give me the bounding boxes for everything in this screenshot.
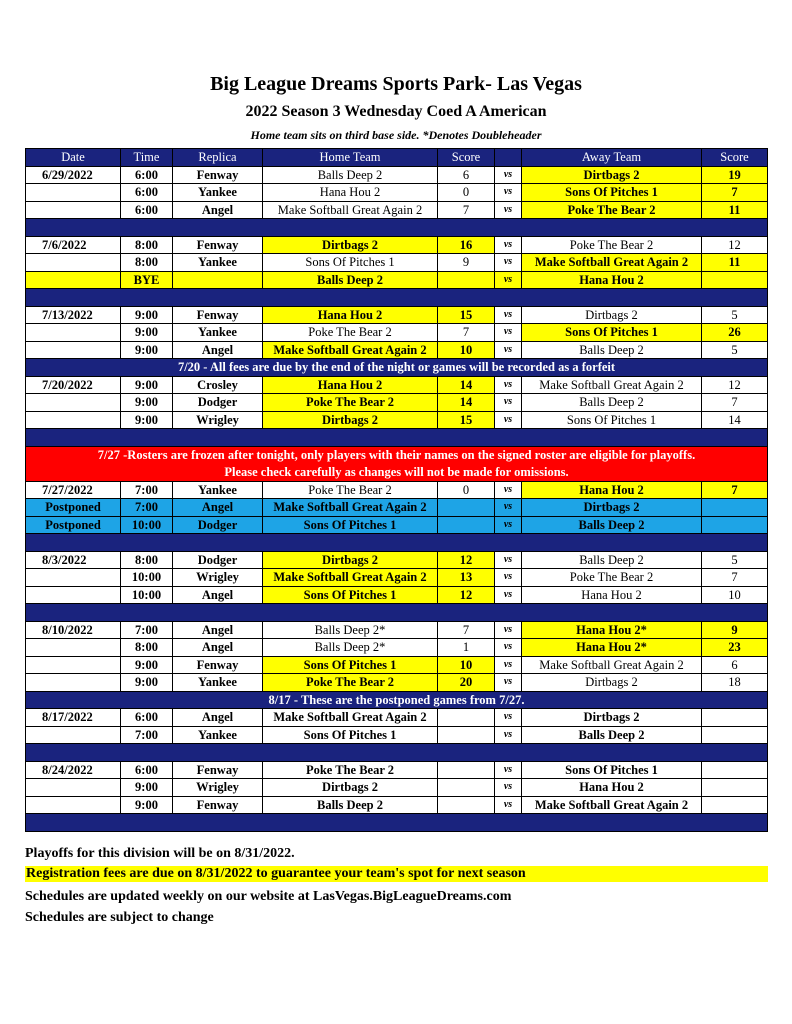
game-row — [26, 411, 768, 429]
away-score: 18 — [702, 674, 768, 692]
away-team: Hana Hou 2 — [522, 586, 702, 604]
game-date: 8/3/2022 — [26, 551, 121, 569]
away-score: 11 — [702, 201, 768, 219]
home-team: Sons Of Pitches 1 — [263, 656, 438, 674]
divider-row — [26, 429, 768, 447]
game-replica: Fenway — [173, 656, 263, 674]
game-replica: Wrigley — [173, 569, 263, 587]
vs-label: vs — [495, 481, 522, 499]
divider-row — [26, 814, 768, 832]
divider-cell — [26, 429, 768, 447]
game-replica: Yankee — [173, 254, 263, 272]
home-team: Poke The Bear 2 — [263, 674, 438, 692]
away-team: Poke The Bear 2 — [522, 236, 702, 254]
away-score — [702, 726, 768, 744]
col-away-team: Away Team — [522, 149, 702, 167]
away-score: 14 — [702, 411, 768, 429]
away-team: Hana Hou 2* — [522, 639, 702, 657]
vs-label: vs — [495, 796, 522, 814]
home-team: Make Softball Great Again 2 — [263, 341, 438, 359]
home-score: 10 — [438, 341, 495, 359]
home-team: Poke The Bear 2 — [263, 761, 438, 779]
game-row — [26, 341, 768, 359]
game-replica: Yankee — [173, 324, 263, 342]
game-replica: Fenway — [173, 306, 263, 324]
game-time: 6:00 — [121, 761, 173, 779]
away-team: Sons Of Pitches 1 — [522, 411, 702, 429]
game-replica: Angel — [173, 586, 263, 604]
game-time: 9:00 — [121, 324, 173, 342]
away-score: 26 — [702, 324, 768, 342]
away-score — [702, 779, 768, 797]
home-score: 9 — [438, 254, 495, 272]
game-replica: Fenway — [173, 796, 263, 814]
game-replica: Fenway — [173, 761, 263, 779]
home-team: Make Softball Great Again 2 — [263, 569, 438, 587]
away-team: Dirtbags 2 — [522, 166, 702, 184]
game-replica: Dodger — [173, 551, 263, 569]
game-date: 7/20/2022 — [26, 376, 121, 394]
game-date — [26, 796, 121, 814]
home-team: Make Softball Great Again 2 — [263, 499, 438, 517]
game-row — [26, 779, 768, 797]
divider-row — [26, 534, 768, 552]
away-team: Make Softball Great Again 2 — [522, 376, 702, 394]
divider-row — [26, 604, 768, 622]
game-time: 6:00 — [121, 201, 173, 219]
divider-cell — [26, 744, 768, 762]
away-score — [702, 271, 768, 289]
away-score: 23 — [702, 639, 768, 657]
col-vs — [495, 149, 522, 167]
away-score: 19 — [702, 166, 768, 184]
game-date: 7/27/2022 — [26, 481, 121, 499]
game-row — [26, 639, 768, 657]
game-date — [26, 201, 121, 219]
game-date — [26, 674, 121, 692]
home-score: 12 — [438, 551, 495, 569]
footer-website: Schedules are updated weekly on our website at LasVegas.BigLeagueDreams.com — [25, 889, 512, 904]
game-time: 6:00 — [121, 166, 173, 184]
game-time: 10:00 — [121, 569, 173, 587]
game-date: Postponed — [26, 516, 121, 534]
game-row — [26, 166, 768, 184]
game-row — [26, 761, 768, 779]
game-time: 7:00 — [121, 726, 173, 744]
home-team: Make Softball Great Again 2 — [263, 709, 438, 727]
schedule-body — [26, 166, 768, 831]
away-score: 5 — [702, 341, 768, 359]
game-row — [26, 324, 768, 342]
game-row — [26, 726, 768, 744]
vs-label: vs — [495, 516, 522, 534]
page-note: Home team sits on third base side. *Denotes Doubleheader — [250, 128, 542, 142]
vs-label: vs — [495, 499, 522, 517]
game-replica: Angel — [173, 621, 263, 639]
vs-label: vs — [495, 306, 522, 324]
game-replica: Angel — [173, 341, 263, 359]
away-team: Poke The Bear 2 — [522, 201, 702, 219]
game-replica: Fenway — [173, 166, 263, 184]
away-team: Dirtbags 2 — [522, 306, 702, 324]
away-team: Dirtbags 2 — [522, 499, 702, 517]
game-date: 8/24/2022 — [26, 761, 121, 779]
vs-label: vs — [495, 656, 522, 674]
game-row — [26, 376, 768, 394]
vs-label: vs — [495, 411, 522, 429]
away-team: Hana Hou 2 — [522, 271, 702, 289]
vs-label: vs — [495, 779, 522, 797]
roster-notice-line2: Please check carefully as changes will not be made for omissions. — [224, 464, 569, 479]
away-team: Make Softball Great Again 2 — [522, 656, 702, 674]
game-time: 7:00 — [121, 481, 173, 499]
away-team: Hana Hou 2 — [522, 779, 702, 797]
home-team: Balls Deep 2* — [263, 639, 438, 657]
game-time: 8:00 — [121, 236, 173, 254]
footer-registration: Registration fees are due on 8/31/2022 to guarantee your team's spot for next season — [25, 866, 768, 882]
game-replica: Yankee — [173, 674, 263, 692]
game-time: BYE — [121, 271, 173, 289]
game-date: 7/6/2022 — [26, 236, 121, 254]
home-team: Poke The Bear 2 — [263, 394, 438, 412]
home-score: 16 — [438, 236, 495, 254]
game-row — [26, 236, 768, 254]
away-team: Hana Hou 2 — [522, 481, 702, 499]
game-time: 9:00 — [121, 779, 173, 797]
game-replica: Yankee — [173, 184, 263, 202]
divider-cell — [26, 219, 768, 237]
home-score: 14 — [438, 394, 495, 412]
home-team: Dirtbags 2 — [263, 236, 438, 254]
divider-row — [26, 744, 768, 762]
divider-row — [26, 219, 768, 237]
game-row — [26, 569, 768, 587]
home-team: Hana Hou 2 — [263, 306, 438, 324]
game-date — [26, 726, 121, 744]
home-team: Poke The Bear 2 — [263, 481, 438, 499]
game-replica: Angel — [173, 639, 263, 657]
game-time: 9:00 — [121, 674, 173, 692]
game-row — [26, 499, 768, 517]
vs-label: vs — [495, 184, 522, 202]
away-score: 12 — [702, 236, 768, 254]
game-date — [26, 271, 121, 289]
game-replica: Dodger — [173, 516, 263, 534]
away-team: Make Softball Great Again 2 — [522, 796, 702, 814]
home-score: 15 — [438, 411, 495, 429]
game-row — [26, 656, 768, 674]
game-time: 9:00 — [121, 796, 173, 814]
home-score: 7 — [438, 201, 495, 219]
home-team: Balls Deep 2 — [263, 796, 438, 814]
game-date — [26, 779, 121, 797]
away-team: Balls Deep 2 — [522, 394, 702, 412]
game-date — [26, 254, 121, 272]
col-home-score: Score — [438, 149, 495, 167]
divider-cell — [26, 534, 768, 552]
vs-label: vs — [495, 761, 522, 779]
home-team: Dirtbags 2 — [263, 411, 438, 429]
home-score — [438, 779, 495, 797]
away-team: Hana Hou 2* — [522, 621, 702, 639]
away-score: 9 — [702, 621, 768, 639]
game-date: 8/10/2022 — [26, 621, 121, 639]
roster-notice — [26, 446, 768, 481]
home-team: Hana Hou 2 — [263, 376, 438, 394]
game-time: 9:00 — [121, 376, 173, 394]
away-score: 5 — [702, 306, 768, 324]
game-row — [26, 271, 768, 289]
away-score: 6 — [702, 656, 768, 674]
home-score: 7 — [438, 324, 495, 342]
vs-label: vs — [495, 201, 522, 219]
notice-row — [26, 359, 768, 377]
game-date: 8/17/2022 — [26, 709, 121, 727]
game-row — [26, 709, 768, 727]
home-score: 13 — [438, 569, 495, 587]
home-team: Sons Of Pitches 1 — [263, 726, 438, 744]
vs-label: vs — [495, 166, 522, 184]
game-time: 6:00 — [121, 709, 173, 727]
game-row — [26, 254, 768, 272]
game-date — [26, 184, 121, 202]
game-replica: Crosley — [173, 376, 263, 394]
game-time: 9:00 — [121, 411, 173, 429]
game-time: 7:00 — [121, 499, 173, 517]
home-team: Dirtbags 2 — [263, 779, 438, 797]
away-score: 7 — [702, 184, 768, 202]
home-team: Balls Deep 2 — [263, 166, 438, 184]
vs-label: vs — [495, 376, 522, 394]
game-replica: Dodger — [173, 394, 263, 412]
away-team: Sons Of Pitches 1 — [522, 184, 702, 202]
vs-label: vs — [495, 674, 522, 692]
home-team: Sons Of Pitches 1 — [263, 516, 438, 534]
game-row — [26, 586, 768, 604]
game-row — [26, 184, 768, 202]
divider-cell — [26, 814, 768, 832]
notice-row — [26, 691, 768, 709]
game-replica — [173, 271, 263, 289]
col-home-team: Home Team — [263, 149, 438, 167]
away-team: Balls Deep 2 — [522, 551, 702, 569]
away-team: Balls Deep 2 — [522, 726, 702, 744]
game-row — [26, 394, 768, 412]
divider-row — [26, 289, 768, 307]
home-score — [438, 709, 495, 727]
home-score: 1 — [438, 639, 495, 657]
game-time: 9:00 — [121, 656, 173, 674]
game-row — [26, 674, 768, 692]
home-score: 7 — [438, 621, 495, 639]
notice-text: 8/17 - These are the postponed games from 7/27. — [26, 691, 768, 709]
game-row — [26, 306, 768, 324]
away-score: 5 — [702, 551, 768, 569]
footer-disclaimer: Schedules are subject to change — [25, 910, 214, 925]
away-score — [702, 796, 768, 814]
game-date — [26, 586, 121, 604]
game-date — [26, 656, 121, 674]
page-title: Big League Dreams Sports Park- Las Vegas — [210, 73, 582, 95]
vs-label: vs — [495, 726, 522, 744]
game-date — [26, 341, 121, 359]
away-score: 7 — [702, 394, 768, 412]
divider-cell — [26, 289, 768, 307]
home-team: Make Softball Great Again 2 — [263, 201, 438, 219]
vs-label: vs — [495, 236, 522, 254]
game-replica: Wrigley — [173, 411, 263, 429]
game-replica: Angel — [173, 201, 263, 219]
away-team: Balls Deep 2 — [522, 341, 702, 359]
game-replica: Wrigley — [173, 779, 263, 797]
home-score: 6 — [438, 166, 495, 184]
home-score: 0 — [438, 481, 495, 499]
away-score — [702, 516, 768, 534]
away-score — [702, 499, 768, 517]
vs-label: vs — [495, 324, 522, 342]
away-team: Sons Of Pitches 1 — [522, 324, 702, 342]
home-team: Hana Hou 2 — [263, 184, 438, 202]
roster-notice-line1: 7/27 -Rosters are frozen after tonight, only players with their names on the signed roster are eligible for playoffs. — [97, 447, 696, 462]
vs-label: vs — [495, 586, 522, 604]
game-time: 8:00 — [121, 551, 173, 569]
away-team: Dirtbags 2 — [522, 709, 702, 727]
home-score — [438, 726, 495, 744]
col-time: Time — [121, 149, 173, 167]
game-time: 7:00 — [121, 621, 173, 639]
col-replica: Replica — [173, 149, 263, 167]
vs-label: vs — [495, 394, 522, 412]
away-score — [702, 709, 768, 727]
game-time: 9:00 — [121, 306, 173, 324]
game-replica: Angel — [173, 709, 263, 727]
away-score: 10 — [702, 586, 768, 604]
game-replica: Yankee — [173, 726, 263, 744]
home-score: 15 — [438, 306, 495, 324]
home-score — [438, 761, 495, 779]
game-row — [26, 796, 768, 814]
game-date — [26, 411, 121, 429]
home-team: Balls Deep 2 — [263, 271, 438, 289]
game-time: 10:00 — [121, 516, 173, 534]
game-row — [26, 551, 768, 569]
game-time: 9:00 — [121, 394, 173, 412]
away-score: 12 — [702, 376, 768, 394]
game-time: 8:00 — [121, 639, 173, 657]
game-time: 10:00 — [121, 586, 173, 604]
game-time: 6:00 — [121, 184, 173, 202]
away-score: 7 — [702, 481, 768, 499]
home-score: 10 — [438, 656, 495, 674]
home-score: 14 — [438, 376, 495, 394]
home-team: Sons Of Pitches 1 — [263, 254, 438, 272]
home-score — [438, 271, 495, 289]
notice-text: 7/20 - All fees are due by the end of the night or games will be recorded as a forfeit — [26, 359, 768, 377]
game-row — [26, 201, 768, 219]
home-team: Poke The Bear 2 — [263, 324, 438, 342]
home-team: Balls Deep 2* — [263, 621, 438, 639]
away-team: Poke The Bear 2 — [522, 569, 702, 587]
home-score: 20 — [438, 674, 495, 692]
schedule-table — [25, 148, 768, 832]
home-score — [438, 516, 495, 534]
vs-label: vs — [495, 341, 522, 359]
vs-label: vs — [495, 271, 522, 289]
game-date: 7/13/2022 — [26, 306, 121, 324]
header-row — [26, 149, 768, 167]
footer-playoffs: Playoffs for this division will be on 8/31/2022. — [25, 846, 295, 861]
game-row — [26, 516, 768, 534]
away-score — [702, 761, 768, 779]
col-away-score: Score — [702, 149, 768, 167]
home-score — [438, 499, 495, 517]
game-date: Postponed — [26, 499, 121, 517]
divider-cell — [26, 604, 768, 622]
game-date — [26, 639, 121, 657]
away-score: 11 — [702, 254, 768, 272]
vs-label: vs — [495, 569, 522, 587]
away-team: Dirtbags 2 — [522, 674, 702, 692]
home-score — [438, 796, 495, 814]
game-replica: Yankee — [173, 481, 263, 499]
game-replica: Angel — [173, 499, 263, 517]
away-score: 7 — [702, 569, 768, 587]
game-date — [26, 569, 121, 587]
home-team: Sons Of Pitches 1 — [263, 586, 438, 604]
vs-label: vs — [495, 254, 522, 272]
home-team: Dirtbags 2 — [263, 551, 438, 569]
away-team: Make Softball Great Again 2 — [522, 254, 702, 272]
game-replica: Fenway — [173, 236, 263, 254]
game-time: 9:00 — [121, 341, 173, 359]
game-date — [26, 324, 121, 342]
game-date — [26, 394, 121, 412]
game-date: 6/29/2022 — [26, 166, 121, 184]
vs-label: vs — [495, 709, 522, 727]
game-row — [26, 481, 768, 499]
vs-label: vs — [495, 621, 522, 639]
page-subtitle: 2022 Season 3 Wednesday Coed A American — [245, 103, 547, 120]
col-date: Date — [26, 149, 121, 167]
home-score: 12 — [438, 586, 495, 604]
game-time: 8:00 — [121, 254, 173, 272]
away-team: Sons Of Pitches 1 — [522, 761, 702, 779]
home-score: 0 — [438, 184, 495, 202]
roster-notice-row — [26, 446, 768, 481]
away-team: Balls Deep 2 — [522, 516, 702, 534]
vs-label: vs — [495, 639, 522, 657]
vs-label: vs — [495, 551, 522, 569]
game-row — [26, 621, 768, 639]
